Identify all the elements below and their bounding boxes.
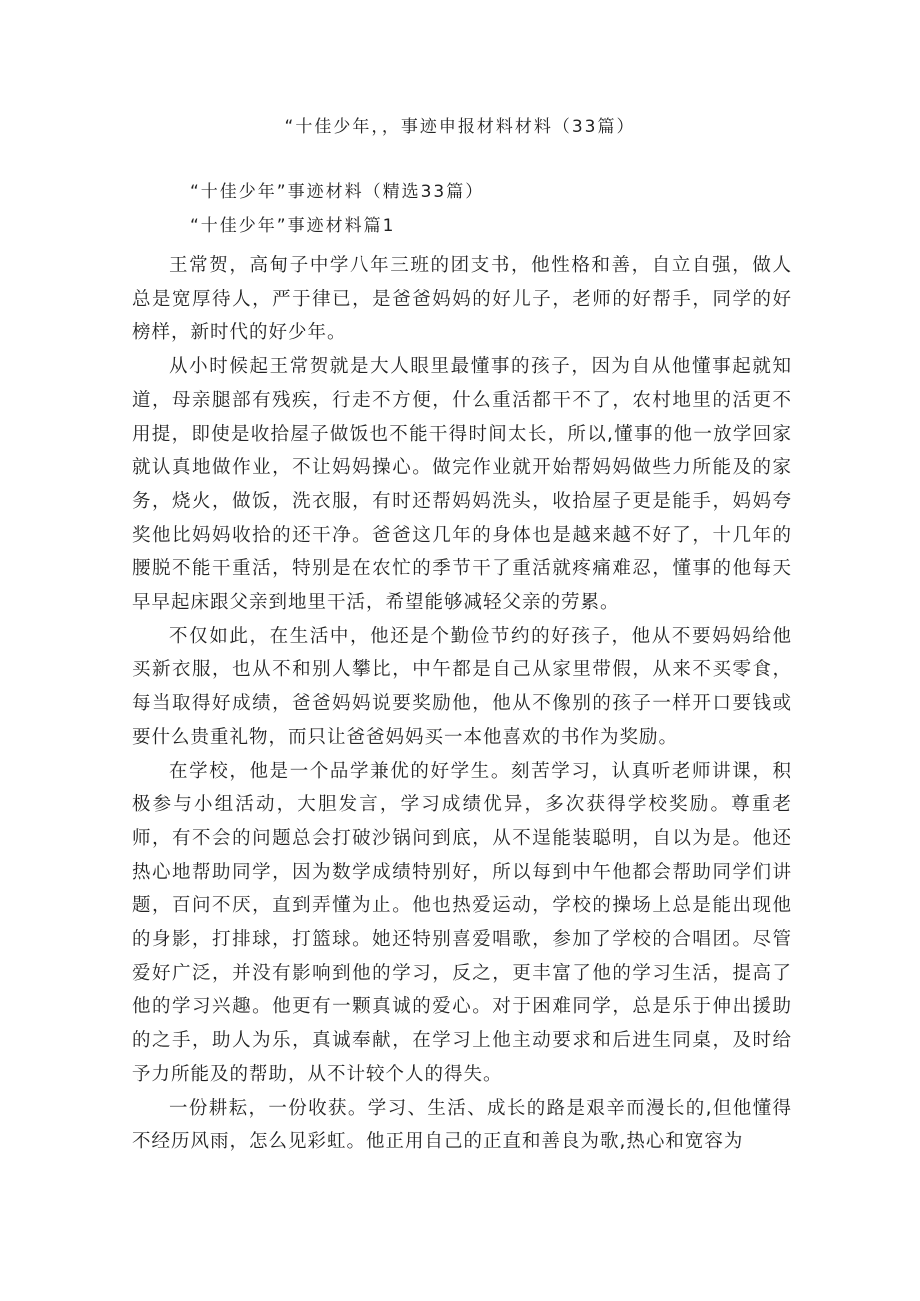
paragraph: 在学校，他是一个品学兼优的好学生。刻苦学习，认真听老师讲课，积极参与小组活动，大胆发言，学习成绩优异，多次获得学校奖励。尊重老师，有不会的问题总会打破沙锅问到底，从不逞能装聪明，自以为是。他还热心地帮助同学，因为数学成绩特别好，所以每到中午他都会帮助同学们讲题，百问不厌，直到弄懂为止。他也热爱运动，学校的操场上总是能出现他的身影，打排球，打篮球。她还特别喜爱唱歌，参加了学校的合唱团。尽管爱好广泛，并没有影响到他的学习，反之，更丰富了他的学习生活，提高了他的学习兴趣。他更有一颗真诚的爱心。对于困难同学，总是乐于伸出援助的之手，助人为乐，真诚奉献，在学习上他主动要求和后进生同桌，及时给予力所能及的帮助，从不计较个人的得失。 [132,760,792,1085]
paragraph: 不仅如此，在生活中，他还是个勤俭节约的好孩子，他从不要妈妈给他买新衣服，也从不和别人攀比，中午都是自己从家里带假，从来不买零食，每当取得好成绩，爸爸妈妈说要奖励他，他从不像别的孩子一样开口要钱或要什么贵重礼物，而只让爸爸妈妈买一本他喜欢的书作为奖励。 [132,625,792,748]
paragraph: 王常贺，高甸子中学八年三班的团支书，他性格和善，自立自强，做人总是宽厚待人，严于律已，是爸爸妈妈的好儿子，老师的好帮手，同学的好榜样，新时代的好少年。 [132,255,792,344]
paragraph: 从小时候起王常贺就是大人眼里最懂事的孩子，因为自从他懂事起就知道，母亲腿部有残疾，行走不方便，什么重活都干不了，农村地里的活更不用提，即使是收拾屋子做饭也不能干得时间太长，所以,懂事的他一放学回家就认真地做作业，不让妈妈操心。做完作业就开始帮妈妈做些力所能及的家务，烧火，做饭，洗衣服，有时还帮妈妈洗头，收拾屋子更是能手，妈妈夸奖他比妈妈收拾的还干净。爸爸这几年的身体也是越来越不好了，十几年的腰脱不能干重活，特别是在农忙的季节干了重活就疼痛难忍，懂事的他每天早早起床跟父亲到地里干活，希望能够减轻父亲的劳累。 [132,356,792,614]
document-body [132,249,792,1159]
paragraph: 一份耕耘，一份收获。学习、生活、成长的路是艰辛而漫长的,但他懂得不经历风雨，怎么见彩虹。他正用自己的正直和善良为歌,热心和宽容为 [132,1097,792,1153]
article-subtitle: “十佳少年”事迹材料篇1 [190,216,396,236]
collection-subtitle: “十佳少年”事迹材料（精选33篇） [190,182,485,202]
document-title: “十佳少年，，事迹申报材料材料（33篇） [284,117,636,137]
